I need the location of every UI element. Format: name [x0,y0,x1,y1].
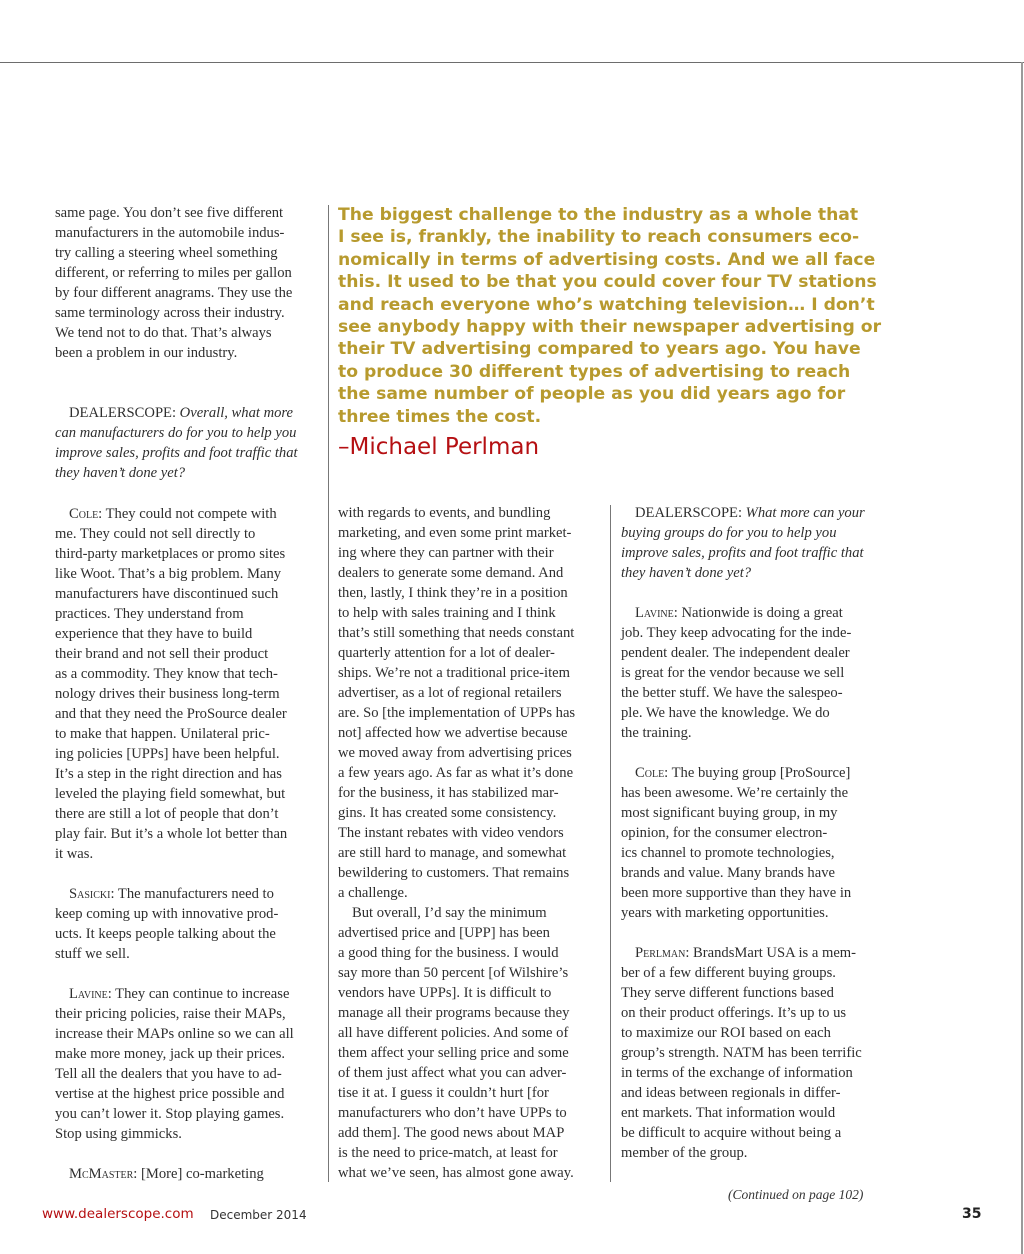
text-line: same page. You don’t see five different [55,205,284,221]
text-line: ships. We’re not a traditional price-item [338,665,570,681]
continued-note: (Continued on page 102) [728,1187,864,1202]
text-line: quarterly attention for a lot of dealer- [338,645,555,661]
pull-quote-line: and reach everyone who’s watching television… I don’t [338,294,875,315]
text-line: stuff we sell. [55,946,130,962]
text-line: job. They keep advocating for the inde- [621,625,852,641]
text-line: manufacturers in the automobile indus- [55,225,285,241]
text-line: we moved away from advertising prices [338,745,572,761]
text-line: The buying group [ProSource] [668,765,851,781]
speaker-name: Perlman: [635,945,690,961]
text-line: add them]. The good news about MAP [338,1125,565,1141]
text-line: by four different anagrams. They use the [55,285,293,301]
text-line: ucts. It keeps people talking about the [55,926,276,942]
question-text: What more can your [742,505,865,521]
text-line: They serve different functions based [621,985,834,1001]
question-text: improve sales, profits and foot traffic that [55,445,298,461]
text-line: there are still a lot of people that don’t [55,806,279,822]
text-line: ing policies [UPPs] have been helpful. [55,746,280,762]
text-line: nology drives their business long-term [55,686,280,702]
text-line: gins. It has created some consistency. [338,805,557,821]
pull-quote-line: see anybody happy with their newspaper advertising or [338,317,882,338]
text-line: on their product offerings. It’s up to us [621,1005,847,1021]
answer-sasicki [55,884,320,964]
text-line: marketing, and even some print market- [338,525,572,541]
text-line: dealers to generate some demand. And [338,565,564,581]
pull-quote-line: the same number of people as you did years ago for [338,384,846,405]
question-label: DEALERSCOPE: [635,505,743,521]
text-line: opinion, for the consumer electron- [621,825,828,841]
text-line: it was. [55,846,94,862]
column-1 [55,203,320,1184]
text-line: ics channel to promote technologies, [621,845,835,861]
header-rule [0,62,1024,63]
text-line: BrandsMart USA is a mem- [689,945,857,961]
text-line: advertised price and [UPP] has been [338,925,550,941]
speaker-name: Cole: [635,765,669,781]
text-line: a few years ago. As far as what it’s done [338,765,574,781]
pull-quote-line: nomically in terms of advertising costs. And we all face [338,249,876,270]
text-line: make more money, jack up their prices. [55,1046,286,1062]
text-line: be difficult to acquire without being a [621,1125,842,1141]
question-text: Overall, what more [176,405,294,421]
column-2 [338,503,603,1183]
text-line: you can’t lower it. Stop playing games. [55,1106,285,1122]
text-line: are. So [the implementation of UPPs has [338,705,576,721]
text-line: They can continue to increase [111,986,290,1002]
pull-quote-line: this. It used to be that you could cover four TV stations [338,272,877,293]
answer-cole [621,763,889,923]
text-line: and ideas between regionals in differ- [621,1085,841,1101]
text-line: with regards to events, and bundling [338,505,551,521]
answer-cole [55,504,320,864]
text-line: The instant rebates with video vendors [338,825,564,841]
text-line: been a problem in our industry. [55,345,238,361]
answer-lavine [621,603,889,743]
text-line: group’s strength. NATM has been terrific [621,1045,862,1061]
text-line: They could not compete with [102,506,277,522]
question-text: can manufacturers do for you to help you [55,425,297,441]
text-line: and that they need the ProSource dealer [55,706,287,722]
page-edge-rule [1021,62,1023,1254]
speaker-name: Sasicki: [69,886,115,902]
text-line: their pricing policies, raise their MAPs, [55,1006,286,1022]
text-line: practices. They understand from [55,606,244,622]
speaker-name: Lavine: [69,986,112,1002]
text-line: in terms of the exchange of information [621,1065,853,1081]
page-number: 35 [962,1206,982,1222]
text-line: all have different policies. And some of [338,1025,569,1041]
text-line: ing where they can partner with their [338,545,554,561]
text-line: vendors have UPPs]. It is difficult to [338,985,552,1001]
pull-quote-line: their TV advertising compared to years ago. You have [338,339,861,360]
text-line: [More] co-marketing [137,1166,264,1182]
text-line: of them just affect what you can adver- [338,1065,567,1081]
text-line: are still hard to manage, and somewhat [338,845,567,861]
question-text: improve sales, profits and foot traffic that [621,545,864,561]
text-line: leveled the playing field somewhat, but [55,786,286,802]
speaker-name: Cole: [69,506,103,522]
question-overall [55,403,320,483]
pull-quote-line: The biggest challenge to the industry as a whole that [338,205,859,225]
text-line: Nationwide is doing a great [677,605,843,621]
pull-quote-attribution: –Michael Perlman [338,434,540,460]
text-line: same terminology across their industry. [55,305,285,321]
answer-lavine [55,984,320,1144]
text-line: third-party marketplaces or promo sites [55,546,286,562]
text-line: vertise at the highest price possible and [55,1086,285,1102]
text-line: me. They could not sell directly to [55,526,256,542]
text-line: brands and value. Many brands have [621,865,835,881]
column-divider-1 [328,205,329,1182]
text-line: advertiser, as a lot of regional retailers [338,685,562,701]
text-line: most significant buying group, in my [621,805,838,821]
text-line: ent markets. That information would [621,1105,836,1121]
speaker-name: McMaster: [69,1166,138,1182]
text-line: to maximize our ROI based on each [621,1025,831,1041]
answer-perlman [621,943,889,1163]
text-line: It’s a step in the right direction and has [55,766,282,782]
question-label: DEALERSCOPE: [69,405,177,421]
column-divider-2 [610,505,611,1182]
text-line: ber of a few different buying groups. [621,965,836,981]
text-line: play fair. But it’s a whole lot better than [55,826,288,842]
pull-quote-line: to produce 30 different types of advertising to reach [338,361,851,382]
text-line: member of the group. [621,1145,748,1161]
text-line: to make that happen. Unilateral pric- [55,726,270,742]
question-text: buying groups do for you to help you [621,525,837,541]
text-line: then, lastly, I think they’re in a position [338,585,568,601]
question-text: they haven’t done yet? [55,465,186,481]
paragraph-continuation [55,203,320,363]
text-line: is the need to price-match, at least for [338,1145,558,1161]
text-line: We tend not to do that. That’s always [55,325,272,341]
pull-quote-line: I see is, frankly, the inability to reach consumers eco- [338,227,860,248]
text-line: is great for the vendor because we sell [621,665,845,681]
text-line: ple. We have the knowledge. We do [621,705,830,721]
text-line: manufacturers who don’t have UPPs to [338,1105,567,1121]
text-line: as a commodity. They know that tech- [55,666,278,682]
text-line: to help with sales training and I think [338,605,556,621]
paragraph [338,903,603,1183]
text-line: But overall, I’d say the minimum [352,905,547,921]
text-line: say more than 50 percent [of Wilshire’s [338,965,569,981]
text-line: keep coming up with innovative prod- [55,906,279,922]
text-line: The manufacturers need to [114,886,274,902]
text-line: that’s still something that needs constant [338,625,575,641]
question-buying-groups [621,503,889,583]
footer-date: December 2014 [210,1208,307,1222]
question-text: they haven’t done yet? [621,565,752,581]
answer-mcmaster [55,1164,320,1184]
pull-quote-line: three times the cost. [338,406,542,427]
text-line: manage all their programs because they [338,1005,570,1021]
text-line: them affect your selling price and some [338,1045,569,1061]
column-3 [621,503,889,1163]
paragraph [338,503,603,903]
text-line: a challenge. [338,885,408,901]
text-line: has been awesome. We’re certainly the [621,785,849,801]
text-line: what we’ve seen, has almost gone away. [338,1165,574,1181]
text-line: pendent dealer. The independent dealer [621,645,850,661]
text-line: years with marketing opportunities. [621,905,829,921]
speaker-name: Lavine: [635,605,678,621]
text-line: like Woot. That’s a big problem. Many [55,566,282,582]
text-line: the training. [621,725,692,741]
text-line: been more supportive than they have in [621,885,852,901]
text-line: bewildering to customers. That remains [338,865,570,881]
text-line: tise it at. I guess it couldn’t hurt [for [338,1085,549,1101]
text-line: their brand and not sell their product [55,646,269,662]
text-line: Stop using gimmicks. [55,1126,182,1142]
text-line: a good thing for the business. I would [338,945,559,961]
text-line: increase their MAPs online so we can all [55,1026,294,1042]
text-line: try calling a steering wheel something [55,245,278,261]
text-line: for the business, it has stabilized mar- [338,785,559,801]
text-line: not] affected how we advertise because [338,725,568,741]
text-line: experience that they have to build [55,626,253,642]
text-line: the better stuff. We have the salespeo- [621,685,843,701]
text-line: different, or referring to miles per gallon [55,265,292,281]
footer-url[interactable]: www.dealerscope.com [42,1206,194,1222]
text-line: Tell all the dealers that you have to ad- [55,1066,282,1082]
pull-quote [338,204,898,428]
text-line: manufacturers have discontinued such [55,586,279,602]
